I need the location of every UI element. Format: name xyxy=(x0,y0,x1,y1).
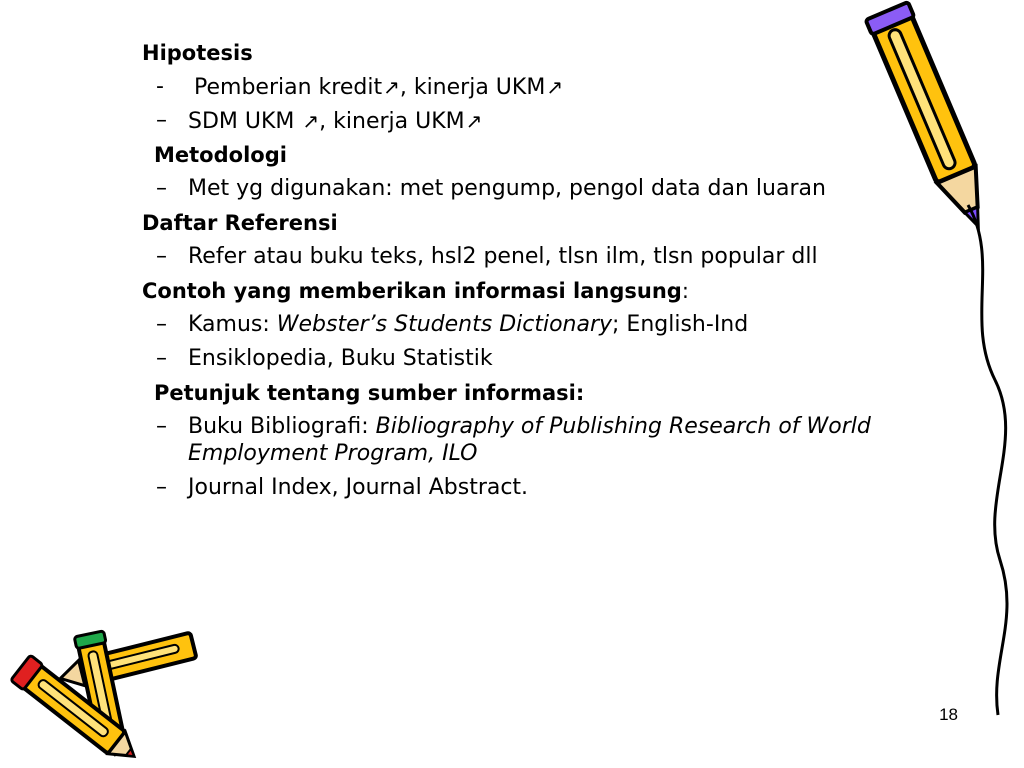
bullet-dash: – xyxy=(156,475,167,500)
item-text: , kinerja UKM xyxy=(399,75,546,100)
item-text: Journal Index, Journal Abstract. xyxy=(188,475,529,500)
wavy-line-icon xyxy=(960,200,1020,720)
heading-daftar-referensi xyxy=(142,206,962,240)
bullet-dash: – xyxy=(156,414,167,439)
list-item xyxy=(142,172,962,206)
slide-content xyxy=(142,36,962,505)
item-text: SDM UKM xyxy=(188,109,302,134)
bullet-dash: - xyxy=(156,74,164,99)
bullet-dash: – xyxy=(156,312,167,337)
up-right-arrow-icon: ↗ xyxy=(465,109,483,133)
heading-text: Petunjuk tentang sumber informasi: xyxy=(154,381,585,405)
list-item xyxy=(142,70,962,104)
item-text: Refer atau buku teks, hsl2 penel, tlsn ilm, tlsn popular dll xyxy=(188,244,818,269)
list-item xyxy=(142,342,962,376)
heading-metodologi xyxy=(142,138,962,172)
pencils-icon xyxy=(0,620,210,760)
item-text: Kamus: xyxy=(188,312,277,337)
list-item xyxy=(142,240,962,274)
item-text: , kinerja UKM xyxy=(319,109,465,134)
bullet-dash: – xyxy=(156,108,167,133)
heading-text: Hipotesis xyxy=(142,41,253,65)
page-number: 18 xyxy=(939,705,958,724)
heading-colon: : xyxy=(681,279,689,303)
up-right-arrow-icon: ↗ xyxy=(302,109,320,133)
heading-hipotesis xyxy=(142,36,962,70)
item-text: Buku Bibliografi: xyxy=(188,414,376,439)
heading-contoh xyxy=(142,274,962,308)
bullet-dash: – xyxy=(156,176,167,201)
list-item xyxy=(142,471,962,505)
heading-text: Contoh yang memberikan informasi langsung xyxy=(142,279,682,303)
item-title-italic: Bibliography of Publishing Research of World Employment Program, ILO xyxy=(188,414,871,466)
up-right-arrow-icon: ↗ xyxy=(546,75,564,99)
up-right-arrow-icon: ↗ xyxy=(383,75,400,99)
heading-text: Metodologi xyxy=(154,143,287,167)
item-text: Met yg digunakan: met pengump, pengol data dan luaran xyxy=(188,176,826,201)
item-text: Pemberian kredit xyxy=(194,75,383,100)
list-item xyxy=(142,308,962,342)
item-title-italic: Webster’s Students Dictionary xyxy=(276,312,613,337)
heading-text: Daftar Referensi xyxy=(142,211,338,235)
list-item xyxy=(142,410,928,471)
bullet-dash: – xyxy=(156,244,167,269)
item-text: ; English-Ind xyxy=(612,312,749,337)
bullet-dash: – xyxy=(156,346,167,371)
heading-petunjuk xyxy=(142,376,962,410)
list-item xyxy=(142,104,962,138)
item-text: Ensiklopedia, Buku Statistik xyxy=(188,346,493,371)
